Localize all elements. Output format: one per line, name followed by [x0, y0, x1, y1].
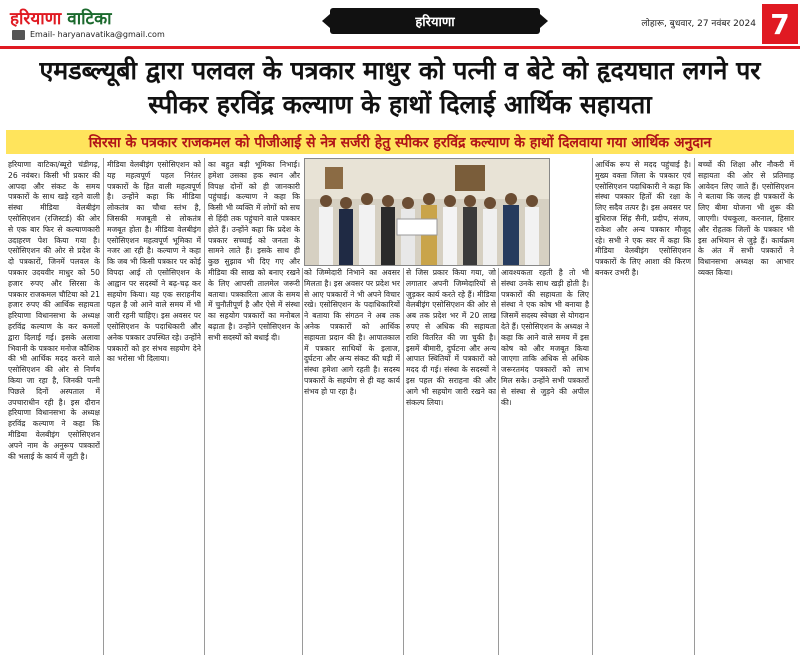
article-column-1: हरियाणा वाटिका/ब्यूरो चंडीगढ़, 26 नवंबर। किसी भी प्रकार की आपदा और संकट के समय पत्रकारों के साथ खड़े रहने वाली संस्था मीडिया वेलबीइंग एसोसिएशन (रजिस्टर्ड) की ओर से एक बार फिर से कल्याणकारी उदाहरण पेश किया गया है। एसोसिएशन की ओर से प्रदेश के दो पत्रकारों, जिनमें पलवल के पत्रकार उदयवीर माधुर को 50 हजार रुपए और सिरसा के पत्रकार राजकमल चौटिया को 21 हजार रुपए की आर्थिक सहायता हरियाणा विधानसभा के अध्यक्ष हरविंद्र कल्याण के कर कमलों द्वारा दिलाई गई। इसके अलावा भिवानी के पत्रकार मनोज कौशिक की भी आर्थिक मदद करने वाले एसोसिएशन की ओर से निर्णय किया जा रहा है, जिनकी पत्नी पिछले दिनों अस्पताल में उपचाराधीन रही है। इस दौरान हरियाणा विधानसभा के अध्यक्ष हरविंद्र कल्याण ने कहा कि मीडिया वेलबीइंग एसोसिएशन अपने नाम के अनुरूप पत्रकारों की भलाई के कार्य में जुटी है।	[8, 160, 100, 461]
article-column-6: आवश्यकता रहती है तो भी संस्था उनके साथ खड़ी होती है। पत्रकारों की सहायता के लिए संस्था ने एक कोष भी बनाया है जिसमें सदस्य स्वेच्छा से योगदान देते हैं। एसोसिएशन के अध्यक्ष ने कहा कि आने वाले समय में इस कोष को और मजबूत किया जाएगा ताकि अधिक से अधिक जरूरतमंद पत्रकारों को लाभ मिल सके। उन्होंने सभी पत्रकारों से संस्था से जुड़ने की अपील की।	[501, 268, 589, 407]
logo-part1: हरियाणा	[10, 9, 62, 29]
article-column-4: को जिम्मेदारी निभाने का अवसर मिलता है। इस अवसर पर प्रदेश भर से आए पत्रकारों ने भी अपने विचार रखे। एसोसिएशन के पदाधिकारियों ने बताया कि संगठन ने अब तक अनेक पत्रकारों को आर्थिक सहायता प्रदान की है। आपातकाल में पत्रकार साथियों के इलाज, दुर्घटना और अन्य संकट की घड़ी में संस्था हमेशा आगे रहती है। सदस्य पत्रकारों के सहयोग से ही यह कार्य संभव हो पा रहा है।	[304, 268, 400, 396]
logo-part2: वाटिका	[67, 9, 112, 29]
article-column-8: बच्चों की शिक्षा और नौकरी में सहायता की ओर से प्रतिमाह आवेदन लिए जाते हैं। एसोसिएशन ने बताया कि जल्द ही पत्रकारों के लिए बीमा योजना भी शुरू की जाएगी। पंचकूला, करनाल, हिसार और रोहतक जिलों के पत्रकार भी इस अभियान से जुड़े हैं। कार्यक्रम के अंत में सभी पत्रकारों ने विधानसभा अध्यक्ष का आभार व्यक्त किया।	[698, 160, 794, 277]
article-column-3: का बहुत बड़ी भूमिका निभाई। हमेशा उसका हक स्थान और विपक्ष दोनों को ही जानकारी पहुंचाई। कल्याण ने कहा कि किसी भी व्यक्ति में लोगों को सच से हिंदी तक पहुंचाने वाले पत्रकार होते हैं। उन्होंने कहा कि प्रदेश के पत्रकार सच्चाई को जनता के सामने लाते हैं। इसके साथ ही कुछ सुझाव भी दिए गए और मीडिया की साख को बनाए रखने के लिए आपसी तालमेल जरूरी बताया। पत्रकारिता आज के समय में चुनौतीपूर्ण है और ऐसे में संस्था का सहयोग पत्रकारों का मनोबल बढ़ाता है। उन्होंने एसोसिएशन के सभी सदस्यों को बधाई दी।	[208, 160, 300, 342]
group-photo-icon	[305, 159, 549, 265]
article-column-2: मीडिया वेलबीइंग एसोसिएशन को यह महत्वपूर्ण पहल निरंतर पत्रकारों के हित वाली महत्वपूर्ण है। उन्होंने कहा कि मीडिया लोकतंत्र का चौथा स्तंभ है, जिसकी मजबूती से लोकतंत्र मजबूत होता है। मीडिया वेलबीइंग एसोसिएशन महत्वपूर्ण भूमिका में नजर आ रही है। कल्याण ने कहा कि जब भी किसी पत्रकार पर कोई विपदा आई तो एसोसिएशन के आह्वान पर सदस्यों ने बढ़-चढ़ कर सहयोग किया। यह एक सराहनीय पहल है जो आने वाले समय में भी जारी रहनी चाहिए। इस अवसर पर एसोसिएशन के पदाधिकारी और अनेक पत्रकार उपस्थित रहे। उन्होंने पत्रकारों को हर संभव सहयोग देने का भरोसा भी दिलाया।	[107, 160, 201, 364]
article-column-5: से जिस प्रकार किया गया, जो लगातार अपनी जिम्मेदारियों से जुड़कर कार्य करते रहे हैं। मीडिया वेलबीइंग एसोसिएशन की ओर से अब तक प्रदेश भर में 20 लाख रुपए से अधिक की सहायता राशि वितरित की जा चुकी है। इसमें बीमारी, दुर्घटना और अन्य आपात स्थितियों में पत्रकारों को मदद दी गई। संस्था के सदस्यों ने इस पहल की सराहना की और आगे भी सहयोग जारी रखने का संकल्प लिया।	[406, 268, 496, 407]
column-divider	[592, 158, 593, 655]
email-icon	[12, 30, 25, 40]
article-column-7: आर्थिक रूप से मदद पहुंचाई है। मुख्य वक्ता जिला के पत्रकार एवं एसोसिएशन पदाधिकारी ने कहा कि संस्था पत्रकार हितों की रक्षा के लिए सदैव तत्पर है। इस अवसर पर बुधिराज सिंह सैनी, प्रदीप, संजय, राकेश और अन्य पत्रकार मौजूद रहे। सभी ने एक स्वर में कहा कि मीडिया वेलबीइंग एसोसिएशन पत्रकारों के लिए आशा की किरण बनकर उभरी है।	[595, 160, 691, 277]
masthead-logo	[10, 6, 190, 28]
column-divider	[694, 158, 695, 655]
subheadline: सिरसा के पत्रकार राजकमल को पीजीआई से नेत्र सर्जरी हेतु स्पीकर हरविंद्र कल्याण के हाथों दिलवाया गया आर्थिक अनुदान	[6, 130, 794, 154]
news-photo	[304, 158, 550, 266]
headline: एमडब्ल्यूबी द्वारा पलवल के पत्रकार माधुर को पत्नी व बेटे को हृदयघात लगने पर स्पीकर हरविंद्र कल्याण के हाथों दिलाई आर्थिक सहायता	[39, 56, 761, 119]
column-divider	[403, 268, 404, 655]
page-number: 7	[762, 4, 798, 44]
email-text: Email- haryanavatika@gmail.com	[30, 30, 165, 39]
dateline: लोहारू, बुधवार, 27 नवंबर 2024	[641, 19, 756, 29]
section-label: हरियाणा	[330, 8, 540, 34]
column-divider	[498, 268, 499, 655]
column-divider	[103, 158, 104, 655]
column-divider	[302, 268, 303, 655]
masthead-rule	[0, 46, 800, 49]
column-divider	[204, 158, 205, 655]
